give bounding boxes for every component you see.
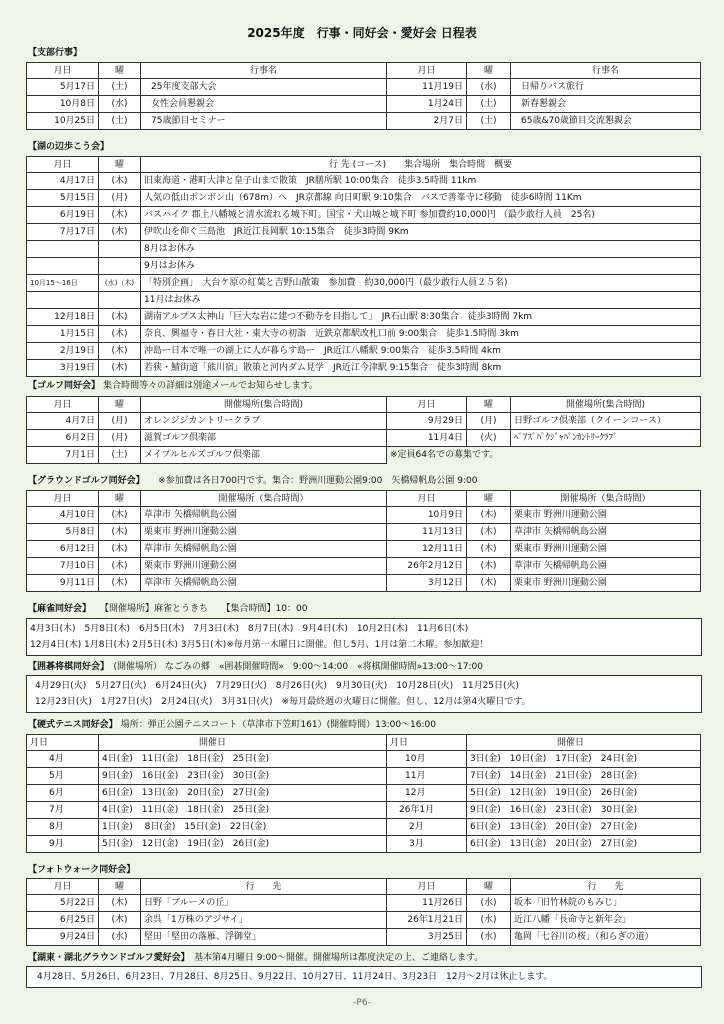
course-cell: 8月はお休み (141, 241, 701, 258)
date-cell: 3月25日 (387, 929, 467, 946)
date-cell: 10月15～16日 (27, 275, 99, 292)
month-cell: 9月 (27, 836, 99, 853)
golf-heading-line (28, 378, 318, 391)
destination-cell: 亀岡「七谷川の桜」（和らぎの道） (511, 929, 701, 946)
date-cell: 26年2月12日 (387, 558, 467, 575)
date-cell: 26年1月21日 (387, 912, 467, 929)
dates-cell: 6日(金) 13日(金) 20日(金) 27日(金) (467, 836, 701, 853)
weekday-cell: (木) (99, 207, 141, 224)
date-cell: 9月24日 (27, 929, 99, 946)
course-cell: 若狭・鯖街道「熊川宿」散策と河内ダム見学 JR近江今津駅 9:15集合 徒歩3時間 8km (141, 360, 701, 377)
header-cell: 月日 (27, 397, 99, 413)
header-cell: 曜 (99, 491, 141, 507)
header-cell: 開催場所(集合時間) (141, 397, 387, 413)
date-cell: 12月11日 (387, 541, 467, 558)
mahjong-heading: 【麻雀同好会】 (28, 604, 87, 614)
course-cell: バスハイク 郡上八幡城と清水流れる城下町。国宝・犬山城と城下町 参加費約10,000円 （最少敢行人員 25名) (141, 207, 701, 224)
weekday-cell: (火) (467, 430, 511, 447)
weekday-cell (99, 241, 141, 258)
header-cell: 行 先 (511, 879, 701, 895)
weekday-cell: (土) (99, 79, 141, 96)
event-cell: 日帰りバス旅行 (511, 79, 701, 96)
weekday-cell: (木) (467, 524, 511, 541)
weekday-cell: (水) (467, 79, 511, 96)
venue-cell: 栗東市 野洲川運動公園 (511, 507, 701, 524)
tennis-note: 場所：弾正公園テニスコート（草津市下笠町161）(開催時間）13:00～16:00 (120, 720, 436, 730)
dates-cell: 3日(金) 10日(金) 17日(金) 24日(金) (467, 751, 701, 768)
igo-heading: 【囲碁将棋同好会】 (28, 662, 105, 672)
header-cell: 開催場所（集合時間） (141, 491, 387, 507)
date-cell: 9月11日 (27, 575, 99, 592)
dates-cell: 9日(金) 16日(金) 23日(金) 30日(金) (467, 802, 701, 819)
date-cell (27, 292, 99, 309)
header-cell: 月日 (27, 879, 99, 895)
page-title: 2025年度 行事・同好会・愛好会 日程表 (247, 26, 477, 40)
date-cell (27, 241, 99, 258)
weekday-cell: (月) (99, 413, 141, 430)
weekday-cell: (木) (99, 912, 141, 929)
header-cell: 行 先 (コース) 集合場所 集合時間 概要 (141, 157, 701, 173)
tennis-table (26, 734, 701, 853)
table-row (27, 430, 701, 447)
header-cell: 月日 (387, 397, 467, 413)
tennis-heading-line (28, 717, 436, 730)
venue-cell: 草津市 矢橋帰帆島公園 (511, 558, 701, 575)
destination-cell: 堅田「堅田の落雁、浮御堂」 (141, 929, 387, 946)
venue-cell: ﾍﾞｱｽﾞﾊﾟｳｼﾞｬﾊﾟﾝｶﾝﾄﾘｰｸﾗﾌﾞ (511, 430, 701, 447)
table-row (27, 326, 701, 343)
header-cell: 月日 (387, 879, 467, 895)
table-row (27, 96, 701, 113)
dates-cell: 6日(金) 13日(金) 20日(金) 27日(金) (467, 819, 701, 836)
weekday-cell (99, 292, 141, 309)
golf-note: 集合時間等々の詳細は別途メールでお知らせします。 (103, 381, 318, 391)
venue-cell: メイプルヒルズゴルフ倶楽部 (141, 447, 387, 464)
course-cell: 沖島ー日本で唯一の湖上に人が暮らす島ー JR近江八幡駅 9:00集合 徒歩3.5時間 4km (141, 343, 701, 360)
header-cell: 月日 (387, 735, 467, 751)
igo-heading-line (28, 659, 483, 672)
kohoku-box (26, 966, 702, 988)
table-row (27, 360, 701, 377)
month-cell: 5月 (27, 768, 99, 785)
venue-cell: 栗東市 野洲川運動公園 (141, 524, 387, 541)
shibu-table (26, 62, 701, 130)
mahjong-note: 【開催場所】麻雀とうきち 【集合時間】10：00 (104, 604, 308, 614)
date-cell: 10月9日 (387, 507, 467, 524)
dates-cell: 9日(金) 16日(金) 23日(金) 30日(金) (99, 768, 387, 785)
month-cell: 26年1月 (387, 802, 467, 819)
header-cell: 開催場所(集合時間) (511, 397, 701, 413)
venue-cell: 草津市 矢橋帰帆島公園 (141, 507, 387, 524)
table-row (27, 836, 701, 853)
ground-note: ※参加費は各日700円です。集合：野洲川運動公園9:00 矢橋帰帆島公園 9:00 (158, 476, 478, 486)
date-cell (27, 258, 99, 275)
tennis-heading: 【硬式テニス同好会】 (28, 720, 118, 730)
date-cell: 7月10日 (27, 558, 99, 575)
venue-cell: 草津市 矢橋帰帆島公園 (511, 524, 701, 541)
header-cell: 曜 (99, 63, 141, 79)
table-row (27, 79, 701, 96)
igo-dates-line-1: 4月29日(火) 5月27日(火) 6月24日(火) 7月29日(火) 8月26日(火) 9月30日(火) 10月28日(火) 11月25日(火) (35, 681, 520, 691)
header-cell: 行事名 (511, 63, 701, 79)
table-row (27, 258, 701, 275)
igo-dates-line-2: 12月23日(火) 1月27日(火) 2月24日(火) 3月31日(火) ※毎月最終週の火曜日に開催。但し、12月は第4火曜日です。 (35, 697, 531, 707)
weekday-cell: (木) (467, 541, 511, 558)
dates-cell: 7日(金) 14日(金) 21日(金) 28日(金) (467, 768, 701, 785)
header-cell: 開催日 (99, 735, 387, 751)
weekday-cell: (水) (467, 895, 511, 912)
date-cell: 4月10日 (27, 507, 99, 524)
date-cell: 9月29日 (387, 413, 467, 430)
mahjong-dates-line-1: 4月3日(木) 5月8日(木) 6月5日(木) 7月3日(木) 8月7日(木) 9月4日(木) 10月2日(木) 11月6日(木) (30, 624, 469, 634)
walk-table (26, 156, 701, 377)
table-row (27, 575, 701, 592)
table-row (27, 447, 701, 464)
venue-cell: 草津市 矢橋帰帆島公園 (141, 541, 387, 558)
weekday-cell: (木) (467, 558, 511, 575)
weekday-cell: (木) (467, 575, 511, 592)
table-row (27, 912, 701, 929)
table-row (27, 309, 701, 326)
course-cell: 伊吹山を仰ぐ三島池 JR近江長岡駅 10:15集合 徒歩3時間 9Km (141, 224, 701, 241)
dates-cell: 5日(金) 12日(金) 19日(金) 26日(金) (467, 785, 701, 802)
dates-cell: 1日(金) 8日(金) 15日(金) 22日(金) (99, 819, 387, 836)
header-cell: 曜 (467, 63, 511, 79)
table-row (27, 558, 701, 575)
table-row (27, 802, 701, 819)
venue-cell: 栗東市 野洲川運動公園 (511, 541, 701, 558)
photo-table (26, 878, 701, 946)
table-row (27, 895, 701, 912)
event-cell: 新春懇親会 (511, 96, 701, 113)
month-cell: 6月 (27, 785, 99, 802)
weekday-cell: (木) (99, 173, 141, 190)
venue-cell: 草津市 矢橋帰帆島公園 (141, 575, 387, 592)
date-cell: 2月7日 (387, 113, 467, 130)
table-row (27, 929, 701, 946)
table-row (27, 819, 701, 836)
table-row (27, 113, 701, 130)
header-cell: 月日 (27, 735, 99, 751)
date-cell: 6月19日 (27, 207, 99, 224)
destination-cell: 余呉「1万株のアジサイ」 (141, 912, 387, 929)
weekday-cell: (水) (467, 912, 511, 929)
course-cell: 湖南アルプス太神山「巨大な岩に建つ不動寺を目指して」 JR石山駅 8:30集合 徒歩3時間 7km (141, 309, 701, 326)
date-cell: 7月17日 (27, 224, 99, 241)
header-cell: 曜 (467, 879, 511, 895)
kohoku-note: 基本第4月曜日 9:00～開催。開催場所は都度決定の上、ご連絡します。 (194, 953, 484, 963)
date-cell: 11月4日 (387, 430, 467, 447)
mahjong-dates-line-2: 12月4日(木) 1月8日(木) 2月5日(木) 3月5日(木)※毎月第一木曜日に開催。但し5月、1月は第二木曜。参加歓迎！ (30, 640, 489, 650)
dates-cell: 4日(金) 11日(金) 18日(金) 25日(金) (99, 802, 387, 819)
month-cell: 4月 (27, 751, 99, 768)
month-cell: 2月 (387, 819, 467, 836)
date-cell: 10月25日 (27, 113, 99, 130)
date-cell: 5月22日 (27, 895, 99, 912)
table-row (27, 343, 701, 360)
table-row (27, 524, 701, 541)
month-cell: 10月 (387, 751, 467, 768)
table-row (27, 413, 701, 430)
header-cell: 月日 (387, 63, 467, 79)
month-cell: 8月 (27, 819, 99, 836)
date-cell: 4月17日 (27, 173, 99, 190)
golf-heading: 【ゴルフ同好会】 (28, 381, 101, 391)
venue-cell: 日野ゴルフ倶楽部（クイーンコース） (511, 413, 701, 430)
golf-table (26, 396, 701, 464)
weekday-cell: (月) (99, 190, 141, 207)
month-cell: 11月 (387, 768, 467, 785)
weekday-cell (99, 258, 141, 275)
month-cell: 3月 (387, 836, 467, 853)
venue-cell: 滋賀ゴルフ倶楽部 (141, 430, 387, 447)
kohoku-heading-line (28, 950, 483, 963)
weekday-cell: (水) (99, 96, 141, 113)
header-cell: 曜 (99, 157, 141, 173)
header-cell: 開催日 (467, 735, 701, 751)
capacity-note: ※定員64名での募集です。 (387, 447, 701, 464)
date-cell: 11月26日 (387, 895, 467, 912)
course-cell: 旧東海道・港町大津と皇子山まで散策 JR膳所駅 10:00集合 徒歩3.5時間 11km (141, 173, 701, 190)
month-cell: 12月 (387, 785, 467, 802)
igo-note: (開催場所） なごみの郷 «囲碁開催時間» 9:00～14:00 «将棋開催時間»13:00～17:00 (113, 662, 483, 672)
course-cell: 奈良、興福寺・春日大社・東大寺の初詣 近鉄京都駅改札口前 9:00集合 徒歩1.5時間 3km (141, 326, 701, 343)
venue-cell: オレンジジカントリークラブ (141, 413, 387, 430)
date-cell: 12月18日 (27, 309, 99, 326)
page-number: -P6- (353, 998, 371, 1008)
header-cell: 曜 (467, 491, 511, 507)
course-cell: 9月はお休み (141, 258, 701, 275)
weekday-cell: (木) (99, 575, 141, 592)
date-cell: 6月12日 (27, 541, 99, 558)
course-cell: 人気の低山ボンボン山（678m）へ JR京都線 向日町駅 9:10集合 バスで善峯寺に移動 徒歩6時間 11Km (141, 190, 701, 207)
weekday-cell: (木) (467, 507, 511, 524)
course-cell: 11月はお休み (141, 292, 701, 309)
course-cell: 「特別企画」 大台ケ原の紅葉と吉野山散策 参加費 約30,000円（最少敢行人員２５名) (141, 275, 701, 292)
kohoku-heading: 【湖東・湖北グラウンドゴルフ愛好会】 (28, 953, 186, 963)
venue-cell: 栗東市 野洲川運動公園 (141, 558, 387, 575)
header-cell: 月日 (27, 157, 99, 173)
header-cell: 開催場所（集合時間） (511, 491, 701, 507)
table-row (27, 768, 701, 785)
date-cell: 6月25日 (27, 912, 99, 929)
date-cell: 6月2日 (27, 430, 99, 447)
table-row (27, 241, 701, 258)
mahjong-heading-line (28, 601, 307, 614)
event-cell: 75歳節目セミナー (141, 113, 387, 130)
header-cell: 曜 (99, 879, 141, 895)
weekday-cell: (木) (99, 309, 141, 326)
destination-cell: 日野「ブルーメの丘」 (141, 895, 387, 912)
weekday-cell: (水)（木) (99, 275, 141, 292)
header-cell: 月日 (27, 63, 99, 79)
date-cell: 5月8日 (27, 524, 99, 541)
destination-cell: 坂本「旧竹林院のもみじ」 (511, 895, 701, 912)
table-row (27, 292, 701, 309)
weekday-cell: (木) (99, 895, 141, 912)
month-cell: 7月 (27, 802, 99, 819)
table-row (27, 173, 701, 190)
weekday-cell: (木) (99, 224, 141, 241)
weekday-cell: (月) (467, 413, 511, 430)
dates-cell: 5日(金) 12日(金) 19日(金) 26日(金) (99, 836, 387, 853)
weekday-cell: (木) (99, 524, 141, 541)
header-cell: 月日 (27, 491, 99, 507)
event-cell: 25年度支部大会 (141, 79, 387, 96)
ground-heading-line (28, 473, 477, 486)
date-cell: 7月1日 (27, 447, 99, 464)
walk-heading: 【湖の辺歩こう会】 (28, 142, 110, 152)
table-row (27, 507, 701, 524)
ground-heading: 【グラウンドゴルフ同好会】 (28, 476, 141, 486)
header-cell: 行 先 (141, 879, 387, 895)
destination-cell: 近江八幡「長命寺と新年会」 (511, 912, 701, 929)
date-cell: 1月15日 (27, 326, 99, 343)
event-cell: 65歳&70歳節目交流懇親会 (511, 113, 701, 130)
weekday-cell: (木) (99, 558, 141, 575)
ground-table (26, 490, 701, 592)
weekday-cell: (木) (99, 360, 141, 377)
table-row (27, 541, 701, 558)
dates-cell: 6日(金) 13日(金) 20日(金) 27日(金) (99, 785, 387, 802)
shibu-heading: 【支部行事】 (28, 48, 83, 58)
weekday-cell: (土) (467, 113, 511, 130)
header-cell: 曜 (467, 397, 511, 413)
table-row (27, 207, 701, 224)
date-cell: 5月17日 (27, 79, 99, 96)
weekday-cell: (土) (467, 96, 511, 113)
table-row (27, 785, 701, 802)
mahjong-box (26, 618, 702, 656)
weekday-cell: (土) (99, 113, 141, 130)
date-cell: 3月19日 (27, 360, 99, 377)
date-cell: 3月12日 (387, 575, 467, 592)
header-cell: 行事名 (141, 63, 387, 79)
weekday-cell: (木) (99, 507, 141, 524)
weekday-cell: (木) (99, 326, 141, 343)
photo-heading: 【フォトウォーク同好会】 (28, 865, 136, 875)
weekday-cell: (月) (99, 430, 141, 447)
header-cell: 曜 (99, 397, 141, 413)
weekday-cell: (木) (99, 541, 141, 558)
igo-box (26, 675, 702, 713)
table-row (27, 224, 701, 241)
date-cell: 4月7日 (27, 413, 99, 430)
table-row (27, 751, 701, 768)
weekday-cell: (土) (99, 447, 141, 464)
weekday-cell: (木) (99, 343, 141, 360)
date-cell: 11月13日 (387, 524, 467, 541)
date-cell: 11月19日 (387, 79, 467, 96)
header-cell: 月日 (387, 491, 467, 507)
table-row (27, 275, 701, 292)
date-cell: 2月19日 (27, 343, 99, 360)
date-cell: 5月15日 (27, 190, 99, 207)
date-cell: 1月24日 (387, 96, 467, 113)
table-row (27, 190, 701, 207)
date-cell: 10月8日 (27, 96, 99, 113)
dates-cell: 4日(金) 11日(金) 18日(金) 25日(金) (99, 751, 387, 768)
event-cell: 女性会員懇親会 (141, 96, 387, 113)
venue-cell: 栗東市 野洲川運動公園 (511, 575, 701, 592)
weekday-cell: (水) (467, 929, 511, 946)
weekday-cell: (水) (99, 929, 141, 946)
kohoku-dates-line: 4月28日、5月26日、6月23日、7月28日、8月25日、9月22日、10月27日、11月24日、3月23日 12月～2月は休止します。 (37, 972, 553, 982)
